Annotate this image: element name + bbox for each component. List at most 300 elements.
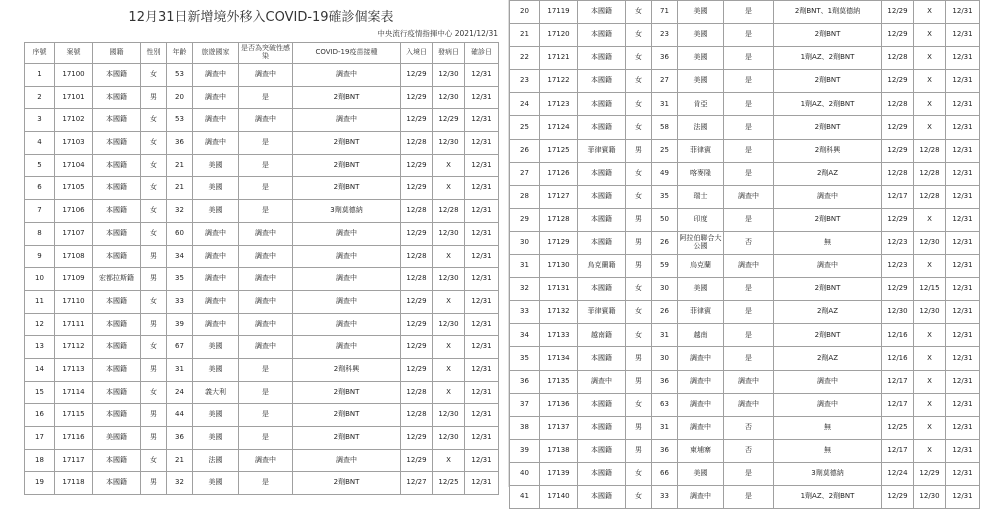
confirm-date-cell: 12/31	[465, 109, 499, 132]
onset-date-cell: 12/30	[433, 222, 465, 245]
sex-cell: 男	[141, 86, 167, 109]
travel-country-cell: 美國	[193, 358, 239, 381]
table-row	[510, 185, 980, 208]
row-number-cell: 20	[510, 1, 540, 24]
travel-country-cell: 法國	[193, 449, 239, 472]
table-row	[510, 24, 980, 47]
table-row	[25, 427, 499, 450]
breakthrough-status-cell: 是	[724, 347, 774, 370]
row-number-cell: 35	[510, 347, 540, 370]
age-cell: 20	[167, 86, 193, 109]
vaccine-status-cell: 2劑BNT	[774, 278, 882, 301]
travel-country-cell: 烏克蘭	[678, 255, 724, 278]
travel-country-cell: 調查中	[678, 370, 724, 393]
table-row	[510, 139, 980, 162]
table-row	[25, 313, 499, 336]
vaccine-status-cell: 調查中	[774, 255, 882, 278]
source-line: 中央流行疫情指揮中心 2021/12/31	[377, 29, 498, 38]
travel-country-cell: 調查中	[678, 485, 724, 508]
table-row	[25, 109, 499, 132]
vaccine-status-cell: 2劑BNT	[293, 86, 401, 109]
sex-cell: 女	[626, 47, 652, 70]
sex-cell: 女	[141, 109, 167, 132]
breakthrough-status-cell: 是	[724, 278, 774, 301]
entry-date-cell: 12/29	[401, 86, 433, 109]
confirm-date-cell: 12/31	[465, 313, 499, 336]
case-id-cell: 17104	[55, 154, 93, 177]
age-cell: 31	[652, 416, 678, 439]
onset-date-cell: 12/29	[433, 109, 465, 132]
sex-cell: 女	[141, 336, 167, 359]
entry-date-cell: 12/29	[882, 70, 914, 93]
entry-date-cell: 12/23	[882, 231, 914, 254]
row-number-cell: 3	[25, 109, 55, 132]
table-row	[25, 64, 499, 87]
vaccine-status-cell: 2劑BNT	[293, 427, 401, 450]
entry-date-cell: 12/29	[401, 109, 433, 132]
table-body-right	[510, 1, 980, 509]
sex-cell: 男	[141, 268, 167, 291]
confirm-date-cell: 12/31	[946, 185, 980, 208]
nationality-cell: 本國籍	[93, 109, 141, 132]
age-cell: 66	[652, 462, 678, 485]
confirm-date-cell: 12/31	[946, 324, 980, 347]
onset-date-cell: X	[433, 381, 465, 404]
vaccine-status-cell: 2劑AZ	[774, 347, 882, 370]
sex-cell: 男	[141, 358, 167, 381]
entry-date-cell: 12/16	[882, 347, 914, 370]
table-row	[510, 324, 980, 347]
table-row	[25, 290, 499, 313]
nationality-cell: 本國籍	[93, 177, 141, 200]
onset-date-cell: 12/25	[433, 472, 465, 495]
nationality-cell: 本國籍	[578, 208, 626, 231]
age-cell: 31	[652, 324, 678, 347]
table-row	[25, 472, 499, 495]
row-number-cell: 11	[25, 290, 55, 313]
vaccine-status-cell: 2劑BNT	[774, 324, 882, 347]
age-cell: 36	[167, 132, 193, 155]
case-id-cell: 17108	[55, 245, 93, 268]
vaccine-status-cell: 無	[774, 439, 882, 462]
breakthrough-status-cell: 是	[239, 86, 293, 109]
confirm-date-cell: 12/31	[946, 70, 980, 93]
age-cell: 27	[652, 70, 678, 93]
case-id-cell: 17127	[540, 185, 578, 208]
confirm-date-cell: 12/31	[946, 393, 980, 416]
vaccine-status-cell: 2劑BNT	[293, 154, 401, 177]
entry-date-cell: 12/29	[401, 222, 433, 245]
sex-cell: 女	[626, 116, 652, 139]
age-cell: 32	[167, 200, 193, 223]
confirm-date-cell: 12/31	[946, 347, 980, 370]
entry-date-cell: 12/17	[882, 370, 914, 393]
onset-date-cell: 12/30	[433, 427, 465, 450]
case-id-cell: 17125	[540, 139, 578, 162]
table-row	[25, 200, 499, 223]
entry-date-cell: 12/28	[401, 200, 433, 223]
header-cell: 旅遊國家	[193, 43, 239, 64]
vaccine-status-cell: 2劑科興	[293, 358, 401, 381]
table-row	[510, 278, 980, 301]
breakthrough-status-cell: 調查中	[724, 185, 774, 208]
onset-date-cell: X	[433, 177, 465, 200]
travel-country-cell: 調查中	[678, 393, 724, 416]
nationality-cell: 本國籍	[93, 313, 141, 336]
onset-date-cell: 12/29	[914, 462, 946, 485]
table-header-row	[25, 43, 499, 64]
nationality-cell: 本國籍	[93, 86, 141, 109]
entry-date-cell: 12/29	[882, 1, 914, 24]
vaccine-status-cell: 無	[774, 231, 882, 254]
row-number-cell: 34	[510, 324, 540, 347]
header-cell: 確診日	[465, 43, 499, 64]
confirm-date-cell: 12/31	[465, 245, 499, 268]
sex-cell: 男	[141, 427, 167, 450]
sex-cell: 女	[141, 132, 167, 155]
onset-date-cell: X	[914, 70, 946, 93]
row-number-cell: 37	[510, 393, 540, 416]
vaccine-status-cell: 1劑AZ、2劑BNT	[774, 93, 882, 116]
table-row	[510, 439, 980, 462]
nationality-cell: 本國籍	[578, 47, 626, 70]
onset-date-cell: 12/30	[433, 268, 465, 291]
vaccine-status-cell: 調查中	[293, 222, 401, 245]
confirm-date-cell: 12/31	[946, 208, 980, 231]
entry-date-cell: 12/29	[401, 290, 433, 313]
case-id-cell: 17114	[55, 381, 93, 404]
sex-cell: 男	[141, 472, 167, 495]
travel-country-cell: 美國	[193, 154, 239, 177]
page-title: 12月31日新增境外移入COVID-19確診個案表	[128, 10, 394, 25]
table-row	[25, 404, 499, 427]
age-cell: 26	[652, 231, 678, 254]
confirm-date-cell: 12/31	[946, 231, 980, 254]
vaccine-status-cell: 1劑AZ、2劑BNT	[774, 47, 882, 70]
age-cell: 31	[167, 358, 193, 381]
vaccine-status-cell: 調查中	[293, 449, 401, 472]
breakthrough-status-cell: 調查中	[239, 290, 293, 313]
breakthrough-status-cell: 是	[239, 427, 293, 450]
case-id-cell: 17136	[540, 393, 578, 416]
case-id-cell: 17121	[540, 47, 578, 70]
case-id-cell: 17113	[55, 358, 93, 381]
age-cell: 53	[167, 109, 193, 132]
entry-date-cell: 12/28	[882, 47, 914, 70]
sex-cell: 女	[626, 70, 652, 93]
confirm-date-cell: 12/31	[946, 1, 980, 24]
vaccine-status-cell: 調查中	[293, 290, 401, 313]
table-row	[25, 177, 499, 200]
onset-date-cell: 12/28	[914, 139, 946, 162]
age-cell: 30	[652, 347, 678, 370]
confirm-date-cell: 12/31	[946, 93, 980, 116]
confirm-date-cell: 12/31	[946, 485, 980, 508]
vaccine-status-cell: 1劑AZ、2劑BNT	[774, 485, 882, 508]
onset-date-cell: X	[914, 116, 946, 139]
table-row	[510, 70, 980, 93]
row-number-cell: 40	[510, 462, 540, 485]
row-number-cell: 21	[510, 24, 540, 47]
travel-country-cell: 調查中	[678, 347, 724, 370]
case-id-cell: 17126	[540, 162, 578, 185]
case-id-cell: 17124	[540, 116, 578, 139]
age-cell: 53	[167, 64, 193, 87]
table-row	[25, 336, 499, 359]
onset-date-cell: X	[433, 449, 465, 472]
entry-date-cell: 12/29	[882, 208, 914, 231]
travel-country-cell: 美國	[678, 70, 724, 93]
vaccine-status-cell: 2劑AZ	[774, 301, 882, 324]
case-id-cell: 17135	[540, 370, 578, 393]
age-cell: 67	[167, 336, 193, 359]
vaccine-status-cell: 2劑BNT	[774, 208, 882, 231]
nationality-cell: 本國籍	[93, 154, 141, 177]
breakthrough-status-cell: 是	[239, 472, 293, 495]
onset-date-cell: 12/30	[433, 64, 465, 87]
entry-date-cell: 12/29	[401, 313, 433, 336]
vaccine-status-cell: 調查中	[293, 313, 401, 336]
table-row	[510, 462, 980, 485]
onset-date-cell: X	[914, 439, 946, 462]
travel-country-cell: 菲律賓	[678, 139, 724, 162]
sex-cell: 女	[626, 162, 652, 185]
row-number-cell: 18	[25, 449, 55, 472]
table-row	[510, 301, 980, 324]
sex-cell: 女	[626, 324, 652, 347]
age-cell: 21	[167, 449, 193, 472]
sex-cell: 女	[626, 24, 652, 47]
table-row	[25, 381, 499, 404]
case-id-cell: 17112	[55, 336, 93, 359]
confirm-date-cell: 12/31	[946, 301, 980, 324]
sex-cell: 男	[626, 370, 652, 393]
travel-country-cell: 肯亞	[678, 93, 724, 116]
age-cell: 44	[167, 404, 193, 427]
travel-country-cell: 調查中	[193, 290, 239, 313]
vaccine-status-cell: 2劑BNT	[293, 132, 401, 155]
table-row	[25, 86, 499, 109]
vaccine-status-cell: 2劑AZ	[774, 162, 882, 185]
vaccine-status-cell: 調查中	[293, 64, 401, 87]
travel-country-cell: 調查中	[193, 313, 239, 336]
sex-cell: 女	[141, 381, 167, 404]
row-number-cell: 27	[510, 162, 540, 185]
row-number-cell: 31	[510, 255, 540, 278]
entry-date-cell: 12/29	[882, 24, 914, 47]
breakthrough-status-cell: 是	[724, 24, 774, 47]
row-number-cell: 13	[25, 336, 55, 359]
right-page	[508, 0, 979, 501]
case-id-cell: 17107	[55, 222, 93, 245]
breakthrough-status-cell: 是	[724, 301, 774, 324]
entry-date-cell: 12/17	[882, 393, 914, 416]
sex-cell: 女	[626, 393, 652, 416]
age-cell: 58	[652, 116, 678, 139]
sex-cell: 女	[626, 301, 652, 324]
confirm-date-cell: 12/31	[946, 162, 980, 185]
case-id-cell: 17130	[540, 255, 578, 278]
breakthrough-status-cell: 調查中	[239, 64, 293, 87]
case-id-cell: 17129	[540, 231, 578, 254]
age-cell: 50	[652, 208, 678, 231]
travel-country-cell: 義大利	[193, 381, 239, 404]
vaccine-status-cell: 調查中	[774, 185, 882, 208]
nationality-cell: 本國籍	[578, 231, 626, 254]
nationality-cell: 本國籍	[578, 185, 626, 208]
confirm-date-cell: 12/31	[465, 427, 499, 450]
table-row	[25, 245, 499, 268]
travel-country-cell: 美國	[193, 427, 239, 450]
confirm-date-cell: 12/31	[946, 370, 980, 393]
sex-cell: 女	[626, 462, 652, 485]
travel-country-cell: 調查中	[193, 222, 239, 245]
age-cell: 33	[167, 290, 193, 313]
confirm-date-cell: 12/31	[465, 472, 499, 495]
travel-country-cell: 調查中	[678, 416, 724, 439]
breakthrough-status-cell: 調查中	[724, 393, 774, 416]
header-cell: COVID-19疫苗接種	[293, 43, 401, 64]
nationality-cell: 本國籍	[93, 200, 141, 223]
case-id-cell: 17116	[55, 427, 93, 450]
entry-date-cell: 12/29	[401, 177, 433, 200]
nationality-cell: 本國籍	[93, 449, 141, 472]
nationality-cell: 本國籍	[578, 485, 626, 508]
case-id-cell: 17115	[55, 404, 93, 427]
confirm-date-cell: 12/31	[946, 439, 980, 462]
age-cell: 49	[652, 162, 678, 185]
table-row	[510, 1, 980, 24]
breakthrough-status-cell: 是	[239, 132, 293, 155]
vaccine-status-cell: 調查中	[293, 268, 401, 291]
confirm-date-cell: 12/31	[465, 449, 499, 472]
onset-date-cell: X	[433, 245, 465, 268]
breakthrough-status-cell: 是	[239, 381, 293, 404]
nationality-cell: 本國籍	[578, 462, 626, 485]
table-row	[25, 222, 499, 245]
sex-cell: 女	[141, 222, 167, 245]
table-row	[510, 231, 980, 254]
row-number-cell: 7	[25, 200, 55, 223]
entry-date-cell: 12/28	[882, 162, 914, 185]
age-cell: 21	[167, 154, 193, 177]
case-id-cell: 17133	[540, 324, 578, 347]
vaccine-status-cell: 調查中	[293, 336, 401, 359]
nationality-cell: 本國籍	[93, 472, 141, 495]
case-id-cell: 17131	[540, 278, 578, 301]
onset-date-cell: 12/28	[914, 162, 946, 185]
row-number-cell: 24	[510, 93, 540, 116]
confirm-date-cell: 12/31	[465, 404, 499, 427]
nationality-cell: 越南籍	[578, 324, 626, 347]
sex-cell: 男	[626, 439, 652, 462]
onset-date-cell: X	[914, 370, 946, 393]
nationality-cell: 本國籍	[578, 416, 626, 439]
breakthrough-status-cell: 是	[724, 208, 774, 231]
nationality-cell: 本國籍	[93, 132, 141, 155]
vaccine-status-cell: 2劑BNT	[293, 381, 401, 404]
entry-date-cell: 12/24	[882, 462, 914, 485]
row-number-cell: 41	[510, 485, 540, 508]
nationality-cell: 本國籍	[93, 404, 141, 427]
header-cell: 發病日	[433, 43, 465, 64]
confirm-date-cell: 12/31	[946, 116, 980, 139]
case-id-cell: 17123	[540, 93, 578, 116]
vaccine-status-cell: 2劑科興	[774, 139, 882, 162]
age-cell: 31	[652, 93, 678, 116]
nationality-cell: 本國籍	[93, 336, 141, 359]
travel-country-cell: 美國	[193, 177, 239, 200]
age-cell: 26	[652, 301, 678, 324]
confirm-date-cell: 12/31	[465, 64, 499, 87]
breakthrough-status-cell: 是	[724, 462, 774, 485]
age-cell: 59	[652, 255, 678, 278]
table-row	[510, 255, 980, 278]
sex-cell: 女	[141, 64, 167, 87]
entry-date-cell: 12/29	[401, 427, 433, 450]
sex-cell: 男	[626, 231, 652, 254]
age-cell: 30	[652, 278, 678, 301]
vaccine-status-cell: 2劑BNT、1劑莫德納	[774, 1, 882, 24]
case-id-cell: 17118	[55, 472, 93, 495]
entry-date-cell: 12/29	[401, 449, 433, 472]
age-cell: 39	[167, 313, 193, 336]
entry-date-cell: 12/16	[882, 324, 914, 347]
sex-cell: 女	[626, 1, 652, 24]
onset-date-cell: X	[433, 290, 465, 313]
breakthrough-status-cell: 是	[239, 358, 293, 381]
confirm-date-cell: 12/31	[465, 381, 499, 404]
breakthrough-status-cell: 調查中	[239, 313, 293, 336]
table-row	[510, 416, 980, 439]
nationality-cell: 本國籍	[578, 278, 626, 301]
case-id-cell: 17139	[540, 462, 578, 485]
row-number-cell: 12	[25, 313, 55, 336]
row-number-cell: 28	[510, 185, 540, 208]
onset-date-cell: X	[914, 324, 946, 347]
age-cell: 36	[167, 427, 193, 450]
sex-cell: 女	[141, 449, 167, 472]
row-number-cell: 29	[510, 208, 540, 231]
row-number-cell: 9	[25, 245, 55, 268]
nationality-cell: 本國籍	[578, 162, 626, 185]
confirm-date-cell: 12/31	[465, 132, 499, 155]
travel-country-cell: 美國	[193, 472, 239, 495]
nationality-cell: 本國籍	[578, 24, 626, 47]
case-id-cell: 17100	[55, 64, 93, 87]
travel-country-cell: 調查中	[193, 245, 239, 268]
travel-country-cell: 美國	[678, 47, 724, 70]
confirm-date-cell: 12/31	[465, 268, 499, 291]
onset-date-cell: X	[914, 24, 946, 47]
table-row	[510, 116, 980, 139]
travel-country-cell: 菲律賓	[678, 301, 724, 324]
confirm-date-cell: 12/31	[465, 290, 499, 313]
sex-cell: 女	[626, 93, 652, 116]
table-row	[510, 485, 980, 508]
breakthrough-status-cell: 調查中	[239, 449, 293, 472]
age-cell: 24	[167, 381, 193, 404]
onset-date-cell: X	[433, 358, 465, 381]
age-cell: 25	[652, 139, 678, 162]
header-cell: 國籍	[93, 43, 141, 64]
row-number-cell: 30	[510, 231, 540, 254]
nationality-cell: 本國籍	[578, 70, 626, 93]
row-number-cell: 38	[510, 416, 540, 439]
confirm-date-cell: 12/31	[465, 222, 499, 245]
case-id-cell: 17102	[55, 109, 93, 132]
breakthrough-status-cell: 調查中	[724, 255, 774, 278]
